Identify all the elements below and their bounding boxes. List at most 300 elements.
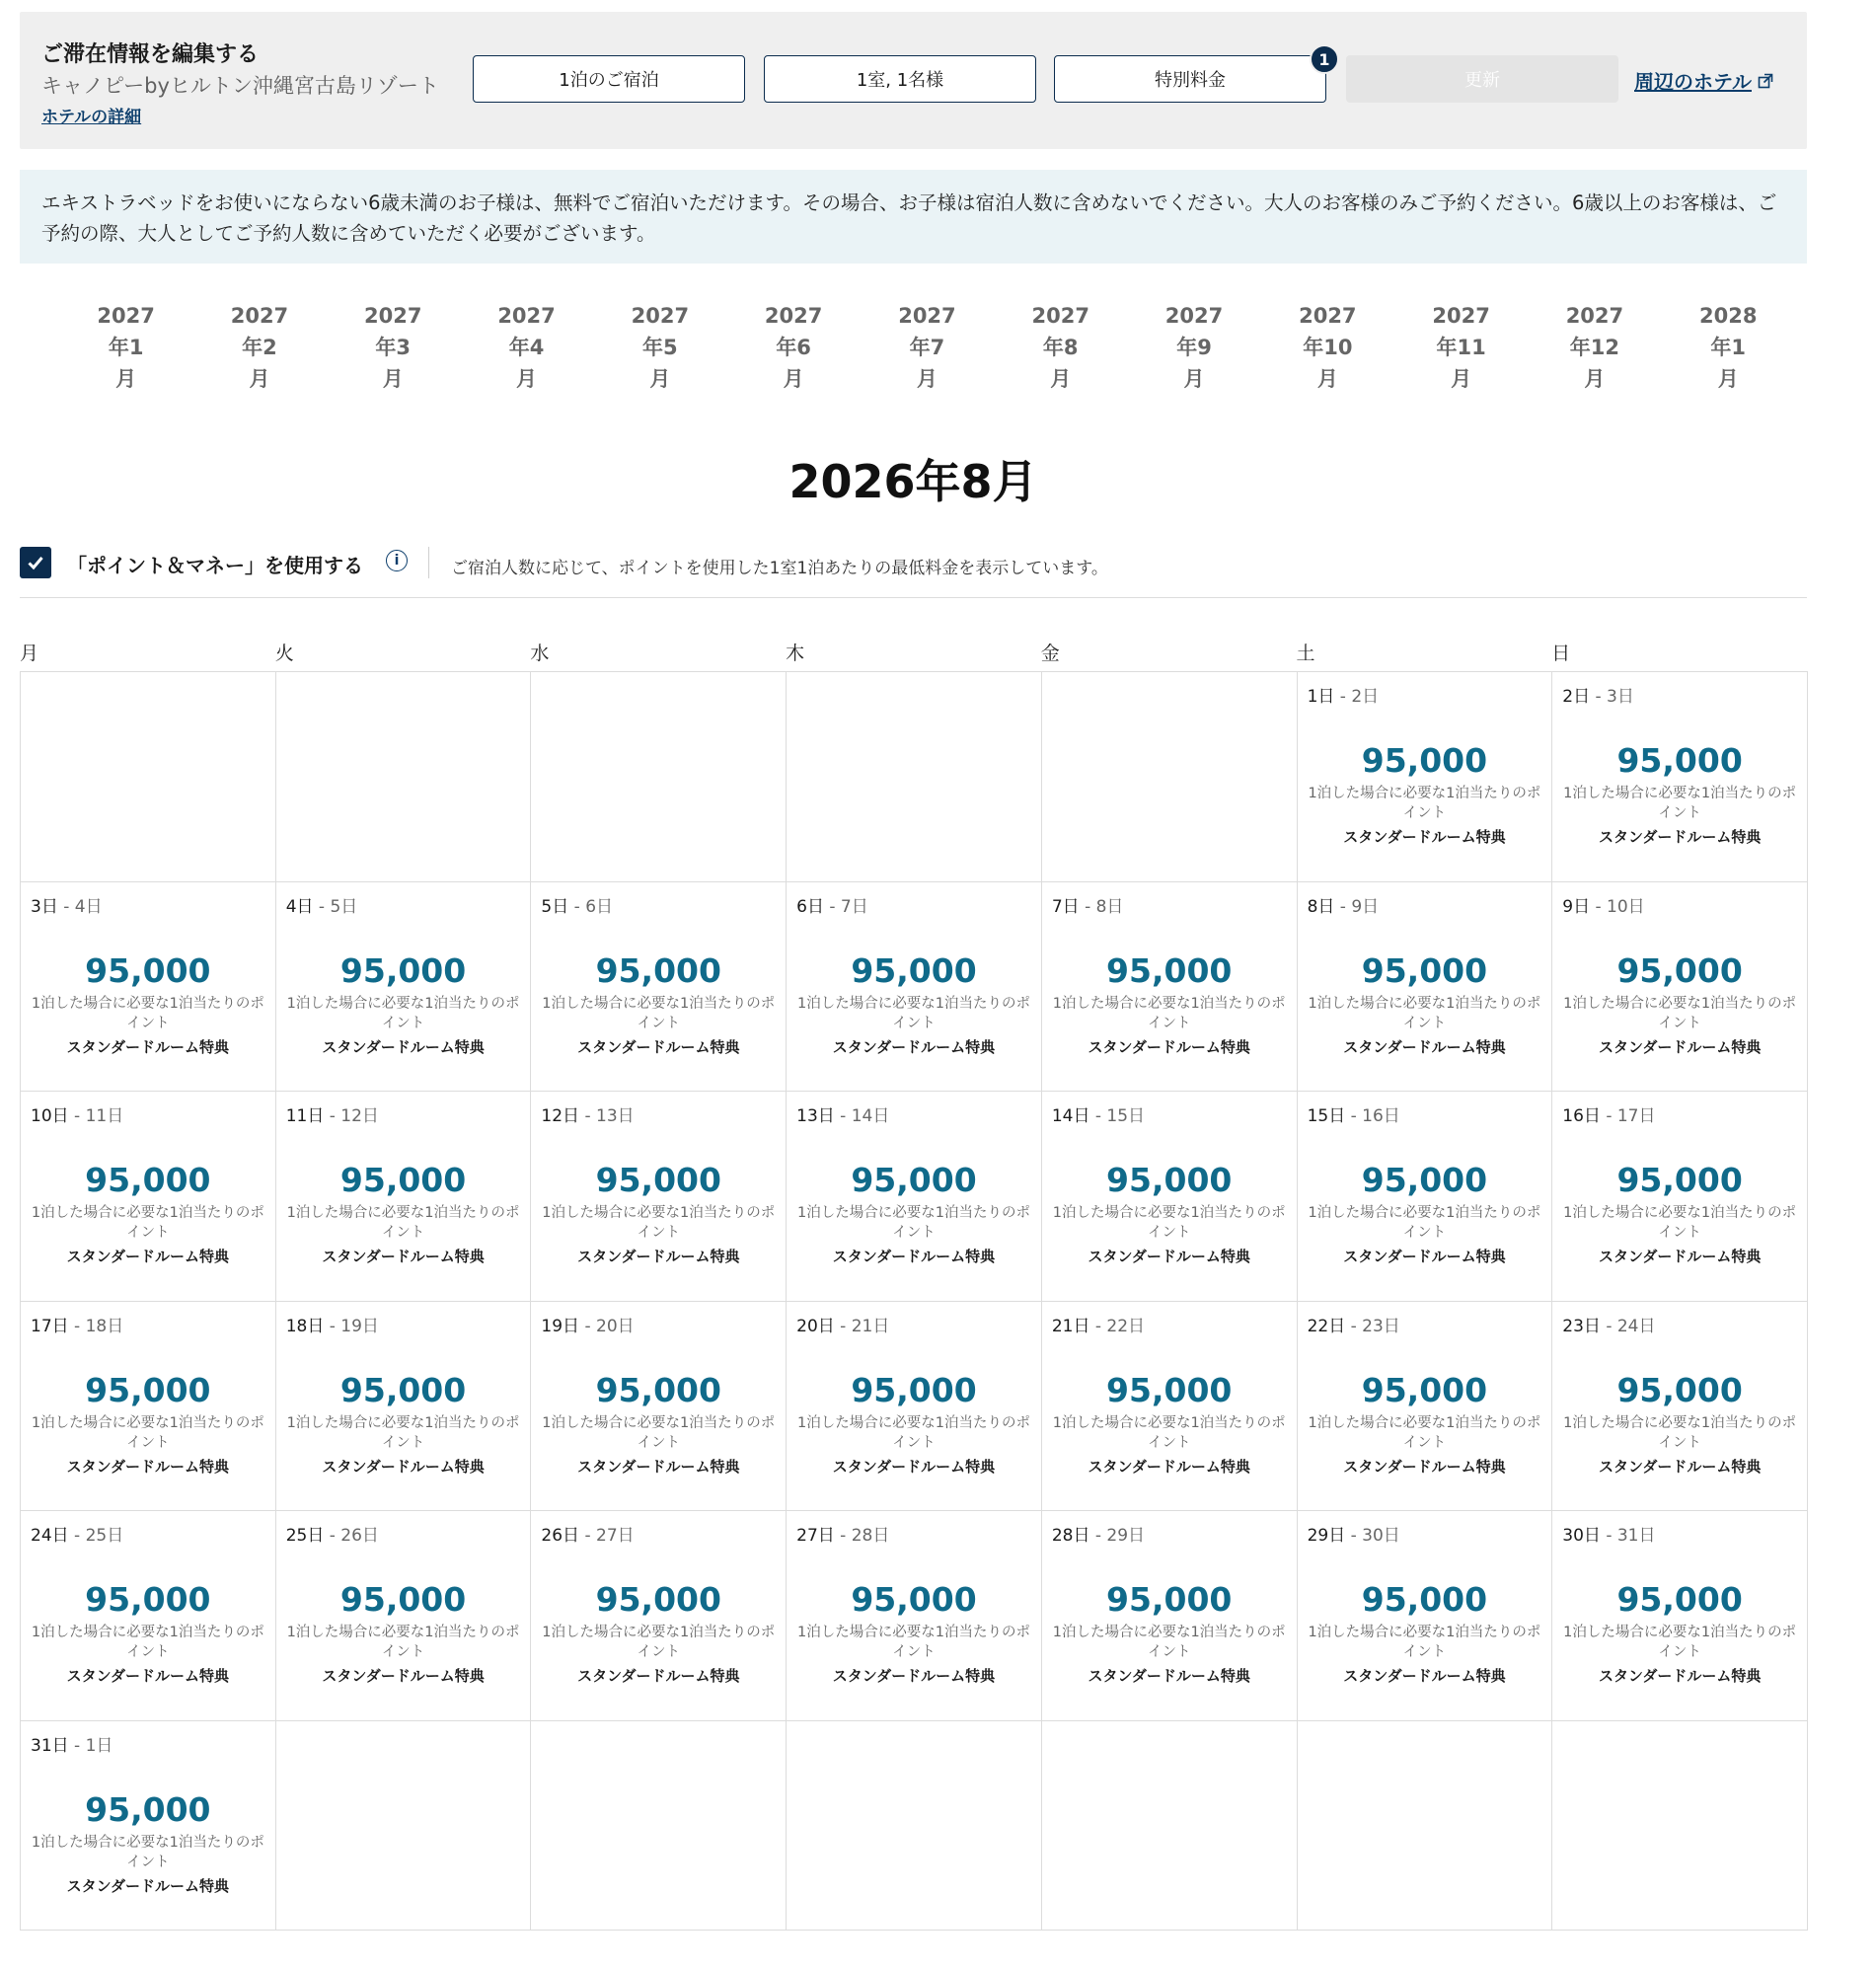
date-to: - 17日 [1600, 1106, 1656, 1126]
date-from: 4日 [285, 896, 314, 917]
room-type: スタンダードルーム特典 [832, 1667, 996, 1685]
date-range [796, 1101, 889, 1126]
day-cell[interactable] [531, 1511, 787, 1721]
date-from: 27日 [796, 1526, 835, 1546]
day-cell[interactable] [787, 882, 1042, 1093]
month-tab-suffix: 月 [1183, 367, 1205, 391]
month-tab[interactable] [1662, 300, 1795, 395]
date-from: 13日 [796, 1106, 835, 1126]
month-tab-year: 2027 [1565, 304, 1624, 328]
points-price: 95,000 [1361, 1161, 1488, 1199]
date-from: 6日 [796, 896, 824, 917]
date-to: - 8日 [1079, 896, 1124, 917]
points-money-checkbox[interactable] [20, 547, 51, 578]
date-range [286, 1101, 379, 1126]
day-cell[interactable] [21, 882, 276, 1093]
room-type: スタンダードルーム特典 [1598, 1667, 1762, 1685]
room-type: スタンダードルーム特典 [832, 1037, 996, 1056]
day-cell[interactable] [531, 882, 787, 1093]
special-rates-button-label: 特別料金 [1155, 70, 1226, 91]
empty-day-cell [1298, 1721, 1553, 1932]
points-price: 95,000 [1616, 1161, 1743, 1199]
date-to: - 27日 [579, 1526, 635, 1546]
date-from: 16日 [1562, 1106, 1601, 1126]
day-cell[interactable] [276, 882, 532, 1093]
points-money-description: ご宿泊人数に応じて、ポイントを使用した1室1泊あたりの最低料金を表示しています。 [451, 559, 1108, 578]
date-from: 12日 [541, 1106, 580, 1126]
day-cell[interactable] [1552, 1092, 1808, 1302]
room-type: スタンダードルーム特典 [66, 1667, 230, 1685]
empty-day-cell [276, 1721, 532, 1932]
month-tab-suffix: 月 [115, 367, 137, 391]
points-price: 95,000 [1616, 1370, 1743, 1409]
price-note: 1泊した場合に必要な1泊当たりのポイント [31, 1834, 264, 1870]
date-range [1052, 1101, 1145, 1126]
day-cell[interactable] [1298, 882, 1553, 1093]
date-from: 19日 [541, 1316, 580, 1336]
weekday-label: 土 [1296, 643, 1315, 664]
price-note: 1泊した場合に必要な1泊当たりのポイント [797, 1205, 1030, 1241]
day-cell[interactable] [1298, 1302, 1553, 1512]
date-range [286, 1312, 379, 1336]
date-range [796, 1521, 889, 1546]
price-note: 1泊した場合に必要な1泊当たりのポイント [1052, 1625, 1286, 1660]
date-to: - 4日 [57, 896, 103, 917]
points-price: 95,000 [85, 1370, 211, 1409]
room-type: スタンダードルーム特典 [1088, 1457, 1250, 1476]
month-tab-suffix: 月 [649, 367, 671, 391]
month-tab-suffix: 月 [1451, 367, 1472, 391]
points-price: 95,000 [339, 950, 467, 990]
month-tab-suffix: 月 [382, 367, 404, 391]
month-tab-suffix: 月 [783, 367, 804, 391]
day-cell[interactable] [1552, 672, 1808, 882]
date-to: - 10日 [1590, 896, 1645, 917]
date-range [1052, 1521, 1145, 1546]
hotel-name: キャノピーbyヒルトン沖縄宮古島リゾート [41, 74, 439, 98]
date-to: - 24日 [1600, 1316, 1656, 1336]
points-price: 95,000 [85, 1580, 211, 1619]
month-tab[interactable] [192, 300, 326, 395]
room-type: スタンダードルーム特典 [577, 1457, 740, 1476]
date-from: 7日 [1051, 896, 1080, 917]
points-price: 95,000 [851, 1161, 977, 1199]
price-note: 1泊した場合に必要な1泊当たりのポイント [542, 1205, 776, 1241]
nearby-hotels-link[interactable] [1634, 66, 1773, 95]
month-tab[interactable] [59, 300, 192, 395]
month-tab[interactable] [994, 300, 1127, 395]
date-to: - 2日 [1334, 687, 1380, 707]
room-type: スタンダードルーム特典 [832, 1457, 996, 1476]
price-note: 1泊した場合に必要な1泊当たりのポイント [1563, 1625, 1797, 1660]
month-tab-suffix: 月 [249, 367, 270, 391]
date-from: 5日 [541, 896, 569, 917]
price-note: 1泊した場合に必要な1泊当たりのポイント [797, 1414, 1030, 1451]
day-cell[interactable] [531, 1302, 787, 1512]
date-to: - 22日 [1089, 1316, 1146, 1336]
date-from: 23日 [1562, 1316, 1601, 1336]
month-tab-month: 年12 [1569, 336, 1620, 359]
day-cell[interactable] [276, 1302, 532, 1512]
day-cell[interactable] [1042, 1092, 1298, 1302]
date-range [286, 892, 358, 917]
month-tab-year: 2027 [764, 304, 823, 328]
month-tab-month: 年4 [508, 336, 545, 359]
update-button[interactable] [1346, 55, 1618, 103]
room-type: スタンダードルーム特典 [1343, 828, 1506, 846]
weekday-label: 木 [786, 643, 805, 664]
date-to: - 19日 [324, 1316, 379, 1336]
day-cell[interactable] [1298, 1511, 1553, 1721]
date-range [1308, 1101, 1400, 1126]
date-from: 30日 [1562, 1526, 1601, 1546]
date-to: - 5日 [313, 896, 358, 917]
day-cell[interactable] [1042, 1511, 1298, 1721]
date-to: - 29日 [1089, 1526, 1146, 1546]
date-to: - 14日 [834, 1106, 890, 1126]
month-tab[interactable] [861, 300, 994, 395]
date-to: - 7日 [823, 896, 868, 917]
month-tab-year: 2027 [898, 304, 956, 328]
day-cell[interactable] [21, 1721, 276, 1932]
month-tab-month: 年1 [1710, 336, 1747, 359]
price-note: 1泊した場合に必要な1泊当たりのポイント [1563, 786, 1797, 821]
empty-day-cell [787, 672, 1042, 882]
price-note: 1泊した場合に必要な1泊当たりのポイント [542, 995, 776, 1031]
points-price: 95,000 [1106, 1580, 1233, 1619]
points-price: 95,000 [1361, 741, 1488, 780]
date-to: - 1日 [68, 1735, 113, 1756]
date-range [1052, 1312, 1145, 1336]
day-cell[interactable] [1042, 882, 1298, 1093]
empty-day-cell [531, 672, 787, 882]
date-to: - 30日 [1345, 1526, 1400, 1546]
date-range [541, 1521, 634, 1546]
price-note: 1泊した場合に必要な1泊当たりのポイント [1308, 786, 1541, 821]
empty-day-cell [1042, 1721, 1298, 1932]
date-range [1308, 1521, 1400, 1546]
month-tab-year: 2027 [230, 304, 289, 328]
date-to: - 28日 [834, 1526, 890, 1546]
room-type: スタンダードルーム特典 [577, 1667, 740, 1685]
date-to: - 31日 [1600, 1526, 1656, 1546]
points-price: 95,000 [1361, 950, 1488, 990]
date-to: - 15日 [1089, 1106, 1146, 1126]
empty-day-cell [531, 1721, 787, 1932]
room-type: スタンダードルーム特典 [1598, 828, 1762, 846]
weekday-label: 水 [530, 643, 550, 664]
date-range [796, 1312, 889, 1336]
day-cell[interactable] [21, 1092, 276, 1302]
day-cell[interactable] [531, 1092, 787, 1302]
points-price: 95,000 [595, 950, 721, 990]
date-to: - 21日 [834, 1316, 890, 1336]
weekday-label: 月 [20, 643, 39, 664]
date-from: 10日 [31, 1106, 69, 1126]
weekday-header [20, 639, 1807, 665]
date-to: - 3日 [1590, 687, 1634, 707]
date-to: - 23日 [1345, 1316, 1400, 1336]
points-price: 95,000 [851, 1370, 977, 1409]
children-policy-notice [20, 170, 1807, 264]
room-type: スタンダードルーム特典 [1598, 1457, 1762, 1476]
room-type: スタンダードルーム特典 [1598, 1037, 1762, 1056]
date-range [1562, 1312, 1655, 1336]
price-note: 1泊した場合に必要な1泊当たりのポイント [31, 1625, 264, 1660]
date-range [541, 1101, 634, 1126]
date-range [31, 1101, 123, 1126]
month-tab-year: 2027 [1164, 304, 1224, 328]
room-type: スタンダードルーム特典 [1343, 1248, 1506, 1265]
points-price: 95,000 [1616, 741, 1743, 780]
points-price: 95,000 [339, 1580, 467, 1619]
calendar-month-title: 2026年8月 [788, 455, 1038, 508]
weekday-label: 火 [274, 643, 294, 664]
day-cell[interactable] [21, 1511, 276, 1721]
month-tab[interactable] [1261, 300, 1394, 395]
date-range [286, 1521, 379, 1546]
empty-day-cell [1042, 672, 1298, 882]
price-note: 1泊した場合に必要な1泊当たりのポイント [1052, 995, 1286, 1031]
room-type: スタンダードルーム特典 [322, 1667, 485, 1685]
room-type: スタンダードルーム特典 [66, 1037, 230, 1056]
month-tab[interactable] [1394, 300, 1528, 395]
room-type: スタンダードルーム特典 [322, 1457, 485, 1476]
date-from: 24日 [31, 1526, 69, 1546]
month-tab-suffix: 月 [516, 367, 538, 391]
calendar-grid [20, 671, 1808, 1931]
day-cell[interactable] [787, 1092, 1042, 1302]
date-range [31, 1312, 123, 1336]
empty-day-cell [276, 672, 532, 882]
date-from: 3日 [31, 896, 58, 917]
price-note: 1泊した場合に必要な1泊当たりのポイント [286, 995, 520, 1031]
edit-stay-title: ご滞在情報を編集する [41, 42, 260, 67]
points-price: 95,000 [85, 1789, 211, 1829]
date-from: 17日 [31, 1316, 69, 1336]
month-tab[interactable] [460, 300, 593, 395]
day-cell[interactable] [787, 1302, 1042, 1512]
month-tab[interactable] [327, 300, 460, 395]
month-tab-month: 年1 [108, 336, 144, 359]
points-price: 95,000 [1616, 1580, 1743, 1619]
room-type: スタンダードルーム特典 [322, 1248, 485, 1265]
price-note: 1泊した場合に必要な1泊当たりのポイント [542, 1625, 776, 1660]
children-policy-text: エキストラベッドをお使いにならない6歳未満のお子様は、無料でご宿泊いただけます。その場合、お子様は宿泊人数に含めないでください。大人のお客様のみご予約ください。6歳以上のお客様は、ご予約の際、大人としてご予約人数に含めていただく必要がございます。 [41, 191, 1777, 245]
month-tab-suffix: 月 [1717, 367, 1739, 391]
price-note: 1泊した場合に必要な1泊当たりのポイント [797, 995, 1030, 1031]
date-range [1562, 1101, 1655, 1126]
date-range [31, 892, 103, 917]
info-icon[interactable]: i [386, 550, 408, 571]
month-tab-month: 年5 [642, 336, 678, 359]
price-note: 1泊した場合に必要な1泊当たりのポイント [31, 1205, 264, 1241]
room-type: スタンダードルーム特典 [1088, 1248, 1250, 1265]
date-from: 1日 [1307, 687, 1335, 707]
price-note: 1泊した場合に必要な1泊当たりのポイント [797, 1625, 1030, 1660]
date-from: 22日 [1307, 1316, 1346, 1336]
room-type: スタンダードルーム特典 [1598, 1248, 1762, 1265]
date-from: 25日 [285, 1526, 325, 1546]
points-price: 95,000 [1106, 1370, 1233, 1409]
date-from: 21日 [1051, 1316, 1090, 1336]
date-from: 11日 [285, 1106, 325, 1126]
price-note: 1泊した場合に必要な1泊当たりのポイント [1563, 1414, 1797, 1451]
date-to: - 12日 [324, 1106, 379, 1126]
month-tab-year: 2027 [497, 304, 556, 328]
points-money-toggle-row [20, 538, 1807, 598]
day-cell[interactable] [276, 1092, 532, 1302]
month-tab-month: 年7 [909, 336, 945, 359]
date-to: - 6日 [568, 896, 614, 917]
room-type: スタンダードルーム特典 [1343, 1667, 1506, 1685]
room-type: スタンダードルーム特典 [66, 1457, 230, 1476]
price-note: 1泊した場合に必要な1泊当たりのポイント [1052, 1205, 1286, 1241]
room-type: スタンダードルーム特典 [1088, 1037, 1250, 1056]
date-range [541, 892, 613, 917]
month-tab-month: 年6 [776, 336, 811, 359]
date-from: 2日 [1562, 687, 1591, 707]
date-from: 15日 [1307, 1106, 1346, 1126]
room-type: スタンダードルーム特典 [577, 1037, 740, 1056]
day-cell[interactable] [21, 1302, 276, 1512]
room-type: スタンダードルーム特典 [66, 1876, 230, 1895]
month-tab[interactable] [1127, 300, 1260, 395]
price-note: 1泊した場合に必要な1泊当たりのポイント [1308, 1205, 1541, 1241]
rooms-guests-button[interactable] [764, 55, 1036, 103]
date-range [1052, 892, 1124, 917]
price-note: 1泊した場合に必要な1泊当たりのポイント [542, 1414, 776, 1451]
date-to: - 18日 [68, 1316, 124, 1336]
price-note: 1泊した場合に必要な1泊当たりのポイント [1052, 1414, 1286, 1451]
external-link-icon [1758, 73, 1773, 89]
month-tab-year: 2027 [364, 304, 422, 328]
points-price: 95,000 [1106, 950, 1233, 990]
points-price: 95,000 [1106, 1161, 1233, 1199]
special-rates-count-badge: 1 [1310, 44, 1339, 74]
price-note: 1泊した場合に必要な1泊当たりのポイント [286, 1625, 520, 1660]
month-tab-suffix: 月 [1316, 367, 1338, 391]
special-rates-button[interactable] [1054, 49, 1330, 103]
month-tab-suffix: 月 [1584, 367, 1606, 391]
points-price: 95,000 [339, 1161, 467, 1199]
room-type: スタンダードルーム特典 [577, 1248, 740, 1265]
checkmark-icon [26, 553, 45, 572]
date-from: 18日 [285, 1316, 325, 1336]
month-tab-year: 2027 [1432, 304, 1490, 328]
date-from: 9日 [1562, 896, 1591, 917]
date-range [1308, 682, 1380, 707]
month-tab-suffix: 月 [1050, 367, 1072, 391]
price-note: 1泊した場合に必要な1泊当たりのポイント [31, 1414, 264, 1451]
date-range [1562, 1521, 1655, 1546]
day-cell[interactable] [1552, 1302, 1808, 1512]
date-from: 29日 [1307, 1526, 1346, 1546]
day-cell[interactable] [1298, 672, 1553, 882]
weekday-label: 金 [1040, 643, 1060, 664]
date-to: - 26日 [324, 1526, 379, 1546]
price-note: 1泊した場合に必要な1泊当たりのポイント [286, 1414, 520, 1451]
weekday-label: 日 [1551, 643, 1571, 664]
day-cell[interactable] [1552, 1511, 1808, 1721]
month-tab-year: 2027 [97, 304, 155, 328]
room-type: スタンダードルーム特典 [322, 1037, 485, 1056]
room-type: スタンダードルーム特典 [1088, 1667, 1250, 1685]
month-tabs [59, 300, 1796, 395]
month-tab-year: 2027 [631, 304, 690, 328]
month-tab-month: 年10 [1303, 336, 1353, 359]
nights-button-label: 1泊のご宿泊 [559, 70, 659, 91]
nearby-hotels-label: 周辺のホテル [1634, 70, 1752, 94]
room-type: スタンダードルーム特典 [1343, 1037, 1506, 1056]
month-tab[interactable] [726, 300, 860, 395]
price-note: 1泊した場合に必要な1泊当たりのポイント [286, 1205, 520, 1241]
empty-day-cell [787, 1721, 1042, 1932]
date-to: - 25日 [68, 1526, 124, 1546]
price-note: 1泊した場合に必要な1泊当たりのポイント [31, 995, 264, 1031]
month-tab-year: 2027 [1031, 304, 1089, 328]
points-price: 95,000 [851, 950, 977, 990]
date-from: 20日 [796, 1316, 835, 1336]
points-price: 95,000 [1361, 1580, 1488, 1619]
month-tab-month: 年3 [375, 336, 412, 359]
price-note: 1泊した場合に必要な1泊当たりのポイント [1563, 1205, 1797, 1241]
room-type: スタンダードルーム特典 [1343, 1457, 1506, 1476]
date-to: - 20日 [579, 1316, 635, 1336]
rooms-guests-button-label: 1室, 1名様 [856, 70, 944, 91]
divider [428, 547, 429, 578]
date-range [1562, 892, 1644, 917]
price-note: 1泊した場合に必要な1泊当たりのポイント [1563, 995, 1797, 1031]
date-range [796, 892, 868, 917]
month-tab-month: 年9 [1176, 336, 1212, 359]
month-tab-month: 年2 [242, 336, 277, 359]
month-tab-year: 2027 [1299, 304, 1357, 328]
points-price: 95,000 [85, 1161, 211, 1199]
price-note: 1泊した場合に必要な1泊当たりのポイント [1308, 1625, 1541, 1660]
hotel-details-link[interactable]: ホテルの詳細 [41, 108, 142, 127]
day-cell[interactable] [276, 1511, 532, 1721]
date-from: 28日 [1051, 1526, 1090, 1546]
date-range [1308, 892, 1380, 917]
edit-stay-bar [20, 12, 1807, 149]
day-cell[interactable] [1552, 882, 1808, 1093]
month-tab[interactable] [593, 300, 726, 395]
points-price: 95,000 [595, 1580, 721, 1619]
date-to: - 13日 [579, 1106, 635, 1126]
date-from: 14日 [1051, 1106, 1090, 1126]
date-from: 31日 [31, 1735, 69, 1756]
date-range [541, 1312, 634, 1336]
date-range [31, 1731, 113, 1756]
date-range [1308, 1312, 1400, 1336]
month-tab[interactable] [1528, 300, 1661, 395]
points-price: 95,000 [339, 1370, 467, 1409]
day-cell[interactable] [787, 1511, 1042, 1721]
day-cell[interactable] [1042, 1302, 1298, 1512]
date-from: 26日 [541, 1526, 580, 1546]
month-tab-month: 年11 [1436, 336, 1486, 359]
update-button-label: 更新 [1464, 70, 1500, 91]
month-tab-year: 2028 [1698, 304, 1758, 328]
nights-button[interactable] [473, 55, 745, 103]
page-content [20, 12, 1807, 1895]
points-price: 95,000 [595, 1370, 721, 1409]
points-price: 95,000 [595, 1161, 721, 1199]
room-type: スタンダードルーム特典 [832, 1248, 996, 1265]
points-money-label: 「ポイント＆マネー」を使用する [67, 554, 363, 577]
day-cell[interactable] [1298, 1092, 1553, 1302]
